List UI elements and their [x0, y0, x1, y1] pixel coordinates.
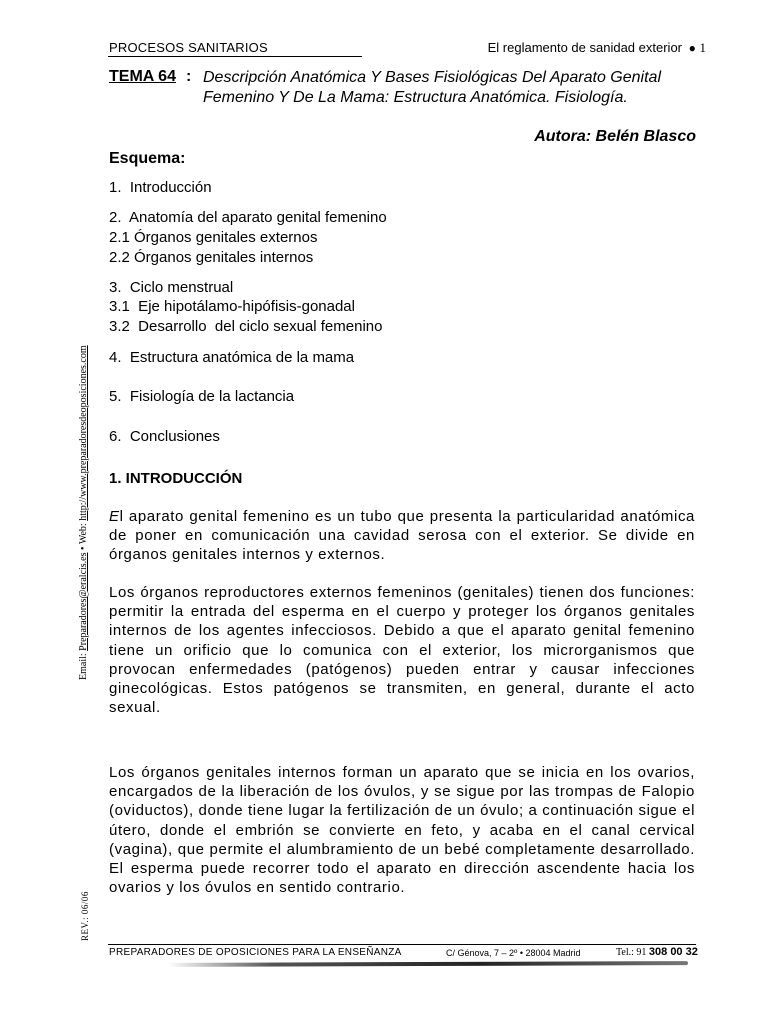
web-link[interactable]: http://www.preparadoresdeoposiciones.com: [78, 345, 89, 521]
outline-item: 3.1 Eje hipotálamo-hipófisis-gonadal: [109, 298, 355, 315]
outline-item: 1. Introducción: [109, 179, 212, 196]
topic-title: Descripción Anatómica Y Bases Fisiológicas Del Aparato Genital Femenino Y De La Mama: Estructura Anatómica. Fisiología.: [203, 69, 661, 106]
outline-item: 6. Conclusiones: [109, 428, 220, 445]
outline-item: 2.2 Órganos genitales internos: [109, 249, 314, 266]
page-number: 1: [699, 40, 706, 55]
outline-heading: Esquema:: [109, 150, 186, 167]
author: Autora: Belén Blasco: [534, 128, 696, 145]
email-link[interactable]: Preparadores@eralcis.es: [78, 552, 89, 651]
header-chapter: [488, 40, 706, 56]
topic-label: TEMA 64: [109, 68, 176, 85]
header-chapter-title: El reglamento de sanidad exterior: [487, 40, 682, 55]
outline-item: 2. Anatomía del aparato genital femenino: [109, 209, 387, 226]
intro-paragraph-1: [109, 507, 695, 565]
footer-shadow-rule: [168, 961, 688, 967]
footer-address: C/ Génova, 7 – 2º • 28004 Madrid: [446, 948, 581, 958]
outline-item: 3. Ciclo menstrual: [109, 279, 234, 296]
web-label: • Web:: [78, 520, 89, 553]
footer-phone-number: 308 00 32: [648, 946, 698, 958]
margin-contact: [78, 345, 89, 680]
outline-item: 4. Estructura anatómica de la mama: [109, 349, 355, 366]
revision-code: REV.: 06/06: [80, 891, 90, 941]
footer-phone-label: Tel.: 91: [616, 947, 649, 958]
footer-organization: PREPARADORES DE OPOSICIONES PARA LA ENSEÑANZA: [109, 947, 402, 958]
outline-item: 2.1 Órganos genitales externos: [109, 229, 318, 246]
footer-phone: [616, 946, 698, 958]
header-underline: [108, 56, 362, 57]
intro-paragraph-3: Los órganos genitales internos forman un aparato que se inicia en los ovarios, encargados de la liberación de los óvulos, y se sigue por las trompas de Falopio (oviductos), donde tiene lugar la fertilización de un óvulo; a continuación sigue el útero, donde el embrión se convierte en feto, y acaba en el canal cervical (vagina), que permite el alumbramiento de un bebé completamente desarrollado. El esperma puede recorrer todo el aparato en dirección ascendente hacia los ovarios y los óvulos en sentido contrario.: [109, 764, 695, 897]
outline-item: 3.2 Desarrollo del ciclo sexual femenino: [109, 318, 383, 335]
section-heading: 1. INTRODUCCIÓN: [109, 470, 243, 487]
header-bullet: ●: [688, 41, 696, 55]
footer-rule: [108, 944, 696, 945]
email-label: Email:: [78, 650, 89, 680]
outline-item: 5. Fisiología de la lactancia: [109, 388, 295, 405]
drop-initial: E: [109, 508, 120, 525]
header-subject: PROCESOS SANITARIOS: [109, 40, 268, 55]
topic-colon: :: [186, 68, 192, 85]
intro-paragraph-2: Los órganos reproductores externos femeninos (genitales) tienen dos funciones: permitir la entrada del esperma en el cuerpo y proteger los órganos genitales internos de los agentes infecciosos. Debido a que el aparato genital femenino tiene un orificio que lo comunica con el exterior, los microrganismos que provocan enfermedades (patógenos) pueden entrar y causar infecciones ginecológicas. Estos patógenos se transmiten, en general, durante el acto sexual.: [109, 584, 695, 717]
intro-paragraph-1-text: l aparato genital femenino es un tubo que presenta la particularidad anatómica de poner en comunicación una cavidad serosa con el exterior. Se divide en órganos genitales internos y externos.: [109, 508, 695, 564]
